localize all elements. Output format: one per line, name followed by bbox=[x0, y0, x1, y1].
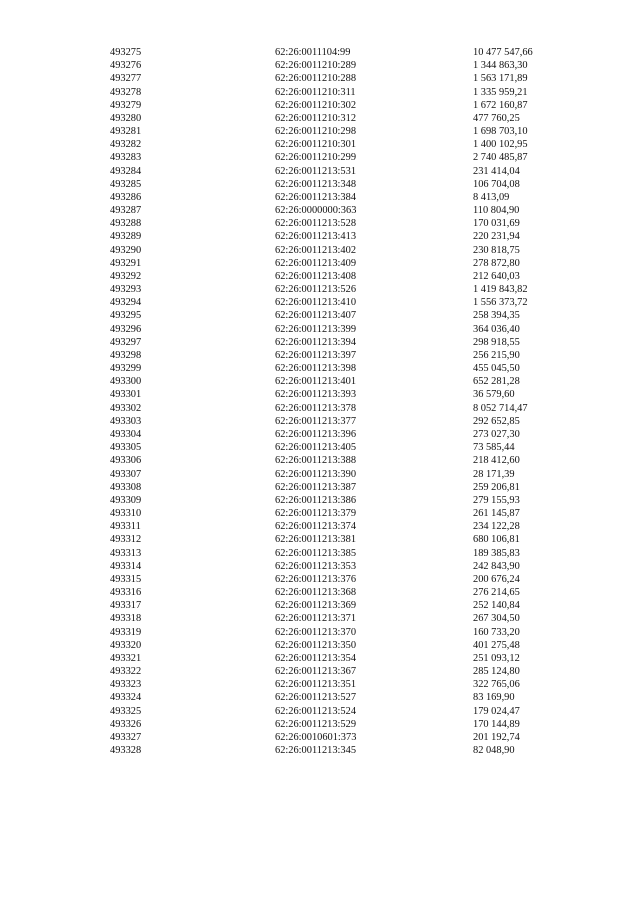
record-number-cell: 493307 bbox=[110, 468, 142, 480]
cadastral-number-cell: 62:26:0011213:384 bbox=[275, 191, 357, 203]
cadastral-value-cell: 160 733,20 bbox=[473, 626, 520, 638]
table-row bbox=[0, 46, 640, 59]
record-number-cell: 493324 bbox=[110, 692, 142, 704]
table-row bbox=[0, 362, 640, 375]
table-row bbox=[0, 402, 640, 415]
cadastral-number-cell: 62:26:0011213:410 bbox=[275, 297, 357, 309]
record-number-cell: 493298 bbox=[110, 349, 142, 361]
cadastral-number-cell: 62:26:0011213:405 bbox=[275, 442, 357, 454]
table-row bbox=[0, 178, 640, 191]
cadastral-number-cell: 62:26:0011210:302 bbox=[275, 99, 357, 111]
cadastral-value-cell: 201 192,74 bbox=[473, 731, 520, 743]
table-row bbox=[0, 612, 640, 625]
cadastral-number-cell: 62:26:0011213:371 bbox=[275, 613, 357, 625]
record-number-cell: 493288 bbox=[110, 218, 142, 230]
table-row bbox=[0, 309, 640, 322]
cadastral-number-cell: 62:26:0011213:529 bbox=[275, 718, 357, 730]
record-number-cell: 493310 bbox=[110, 508, 142, 520]
table-row bbox=[0, 507, 640, 520]
table-row bbox=[0, 151, 640, 164]
cadastral-value-cell: 455 045,50 bbox=[473, 363, 520, 375]
table-row bbox=[0, 86, 640, 99]
record-number-cell: 493319 bbox=[110, 626, 142, 638]
record-number-cell: 493317 bbox=[110, 600, 142, 612]
table-row bbox=[0, 204, 640, 217]
cadastral-value-cell: 273 027,30 bbox=[473, 428, 520, 440]
record-number-cell: 493316 bbox=[110, 587, 142, 599]
cadastral-value-cell: 10 477 547,66 bbox=[473, 47, 533, 58]
cadastral-number-cell: 62:26:0011210:288 bbox=[275, 73, 357, 85]
cadastral-value-cell: 106 704,08 bbox=[473, 178, 520, 190]
table-row bbox=[0, 415, 640, 428]
record-number-cell: 493311 bbox=[110, 521, 141, 533]
cadastral-number-cell: 62:26:0011213:350 bbox=[275, 639, 357, 651]
record-number-cell: 493318 bbox=[110, 613, 142, 625]
cadastral-number-cell: 62:26:0011213:379 bbox=[275, 508, 357, 520]
table-row bbox=[0, 731, 640, 744]
cadastral-value-cell: 680 106,81 bbox=[473, 534, 520, 546]
cadastral-value-cell: 1 419 843,82 bbox=[473, 284, 528, 296]
cadastral-number-cell: 62:26:0011213:348 bbox=[275, 178, 357, 190]
cadastral-value-cell: 401 275,48 bbox=[473, 639, 520, 651]
record-number-cell: 493304 bbox=[110, 428, 142, 440]
cadastral-number-cell: 62:26:0011213:524 bbox=[275, 705, 357, 717]
record-number-cell: 493301 bbox=[110, 389, 142, 401]
cadastral-number-cell: 62:26:0011213:377 bbox=[275, 415, 357, 427]
record-number-cell: 493302 bbox=[110, 402, 142, 414]
cadastral-number-cell: 62:26:0011104:99 bbox=[275, 47, 351, 58]
table-row bbox=[0, 428, 640, 441]
record-number-cell: 493281 bbox=[110, 126, 142, 138]
record-number-cell: 493328 bbox=[110, 745, 142, 757]
cadastral-value-cell: 220 231,94 bbox=[473, 231, 520, 243]
data-table bbox=[0, 46, 640, 757]
cadastral-value-cell: 1 672 160,87 bbox=[473, 99, 528, 111]
table-row bbox=[0, 652, 640, 665]
record-number-cell: 493290 bbox=[110, 244, 142, 256]
record-number-cell: 493280 bbox=[110, 112, 142, 124]
cadastral-value-cell: 242 843,90 bbox=[473, 560, 520, 572]
record-number-cell: 493285 bbox=[110, 178, 142, 190]
cadastral-value-cell: 200 676,24 bbox=[473, 573, 520, 585]
cadastral-number-cell: 62:26:0011210:298 bbox=[275, 126, 357, 138]
cadastral-number-cell: 62:26:0011213:531 bbox=[275, 165, 357, 177]
record-number-cell: 493308 bbox=[110, 481, 142, 493]
table-row bbox=[0, 217, 640, 230]
record-number-cell: 493295 bbox=[110, 310, 142, 322]
cadastral-number-cell: 62:26:0011213:353 bbox=[275, 560, 357, 572]
table-row bbox=[0, 573, 640, 586]
cadastral-number-cell: 62:26:0011213:370 bbox=[275, 626, 357, 638]
cadastral-value-cell: 230 818,75 bbox=[473, 244, 520, 256]
cadastral-value-cell: 276 214,65 bbox=[473, 587, 520, 599]
cadastral-number-cell: 62:26:0011213:394 bbox=[275, 336, 357, 348]
cadastral-value-cell: 218 412,60 bbox=[473, 455, 520, 467]
table-row bbox=[0, 296, 640, 309]
cadastral-number-cell: 62:26:0011213:386 bbox=[275, 494, 357, 506]
record-number-cell: 493277 bbox=[110, 73, 142, 85]
table-row bbox=[0, 718, 640, 731]
table-row bbox=[0, 112, 640, 125]
cadastral-value-cell: 279 155,93 bbox=[473, 494, 520, 506]
table-row bbox=[0, 441, 640, 454]
cadastral-number-cell: 62:26:0011210:312 bbox=[275, 112, 357, 124]
cadastral-value-cell: 252 140,84 bbox=[473, 600, 520, 612]
cadastral-number-cell: 62:26:0011213:413 bbox=[275, 231, 357, 243]
cadastral-value-cell: 1 335 959,21 bbox=[473, 86, 528, 98]
table-row bbox=[0, 744, 640, 757]
table-row bbox=[0, 560, 640, 573]
table-row bbox=[0, 283, 640, 296]
table-row bbox=[0, 520, 640, 533]
cadastral-value-cell: 1 400 102,95 bbox=[473, 139, 528, 151]
record-number-cell: 493303 bbox=[110, 415, 142, 427]
record-number-cell: 493309 bbox=[110, 494, 142, 506]
table-row bbox=[0, 349, 640, 362]
table-row bbox=[0, 705, 640, 718]
record-number-cell: 493296 bbox=[110, 323, 142, 335]
cadastral-value-cell: 1 344 863,30 bbox=[473, 60, 528, 72]
cadastral-number-cell: 62:26:0011213:527 bbox=[275, 692, 357, 704]
record-number-cell: 493276 bbox=[110, 60, 142, 72]
cadastral-value-cell: 477 760,25 bbox=[473, 112, 520, 124]
cadastral-number-cell: 62:26:0011213:397 bbox=[275, 349, 357, 361]
cadastral-value-cell: 170 031,69 bbox=[473, 218, 520, 230]
cadastral-value-cell: 8 052 714,47 bbox=[473, 402, 528, 414]
cadastral-number-cell: 62:26:0011210:289 bbox=[275, 60, 357, 72]
cadastral-number-cell: 62:26:0011213:402 bbox=[275, 244, 357, 256]
cadastral-value-cell: 179 024,47 bbox=[473, 705, 520, 717]
cadastral-number-cell: 62:26:0000000:363 bbox=[275, 205, 357, 217]
record-number-cell: 493321 bbox=[110, 652, 142, 664]
cadastral-number-cell: 62:26:0011213:369 bbox=[275, 600, 357, 612]
cadastral-value-cell: 110 804,90 bbox=[473, 205, 520, 217]
table-row bbox=[0, 244, 640, 257]
cadastral-value-cell: 261 145,87 bbox=[473, 508, 520, 520]
cadastral-number-cell: 62:26:0011213:399 bbox=[275, 323, 357, 335]
cadastral-number-cell: 62:26:0011213:376 bbox=[275, 573, 357, 585]
cadastral-value-cell: 189 385,83 bbox=[473, 547, 520, 559]
cadastral-number-cell: 62:26:0011213:381 bbox=[275, 534, 357, 546]
record-number-cell: 493313 bbox=[110, 547, 142, 559]
cadastral-value-cell: 652 281,28 bbox=[473, 376, 520, 388]
cadastral-number-cell: 62:26:0011213:387 bbox=[275, 481, 357, 493]
record-number-cell: 493326 bbox=[110, 718, 142, 730]
cadastral-value-cell: 258 394,35 bbox=[473, 310, 520, 322]
cadastral-value-cell: 170 144,89 bbox=[473, 718, 520, 730]
cadastral-value-cell: 82 048,90 bbox=[473, 745, 515, 757]
cadastral-value-cell: 259 206,81 bbox=[473, 481, 520, 493]
record-number-cell: 493283 bbox=[110, 152, 142, 164]
table-row bbox=[0, 586, 640, 599]
record-number-cell: 493279 bbox=[110, 99, 142, 111]
cadastral-value-cell: 36 579,60 bbox=[473, 389, 515, 401]
record-number-cell: 493293 bbox=[110, 284, 142, 296]
cadastral-number-cell: 62:26:0011210:299 bbox=[275, 152, 357, 164]
record-number-cell: 493286 bbox=[110, 191, 142, 203]
table-row bbox=[0, 468, 640, 481]
table-row bbox=[0, 323, 640, 336]
record-number-cell: 493282 bbox=[110, 139, 142, 151]
cadastral-number-cell: 62:26:0011213:385 bbox=[275, 547, 357, 559]
cadastral-number-cell: 62:26:0011213:396 bbox=[275, 428, 357, 440]
cadastral-value-cell: 8 413,09 bbox=[473, 191, 510, 203]
table-row bbox=[0, 191, 640, 204]
record-number-cell: 493300 bbox=[110, 376, 142, 388]
table-row bbox=[0, 494, 640, 507]
cadastral-number-cell: 62:26:0011210:301 bbox=[275, 139, 357, 151]
table-row bbox=[0, 481, 640, 494]
cadastral-number-cell: 62:26:0011213:408 bbox=[275, 270, 357, 282]
cadastral-number-cell: 62:26:0011213:526 bbox=[275, 284, 357, 296]
table-row bbox=[0, 678, 640, 691]
record-number-cell: 493314 bbox=[110, 560, 142, 572]
table-row bbox=[0, 547, 640, 560]
cadastral-number-cell: 62:26:0011213:398 bbox=[275, 363, 357, 375]
cadastral-value-cell: 212 640,03 bbox=[473, 270, 520, 282]
record-number-cell: 493289 bbox=[110, 231, 142, 243]
table-row bbox=[0, 72, 640, 85]
cadastral-number-cell: 62:26:0011213:390 bbox=[275, 468, 357, 480]
cadastral-number-cell: 62:26:0011213:354 bbox=[275, 652, 357, 664]
cadastral-number-cell: 62:26:0011213:368 bbox=[275, 587, 357, 599]
table-row bbox=[0, 388, 640, 401]
cadastral-value-cell: 28 171,39 bbox=[473, 468, 515, 480]
cadastral-value-cell: 251 093,12 bbox=[473, 652, 520, 664]
cadastral-value-cell: 1 556 373,72 bbox=[473, 297, 528, 309]
table-row bbox=[0, 270, 640, 283]
cadastral-number-cell: 62:26:0011213:378 bbox=[275, 402, 357, 414]
table-row bbox=[0, 665, 640, 678]
table-row bbox=[0, 165, 640, 178]
table-row bbox=[0, 626, 640, 639]
cadastral-value-cell: 1 563 171,89 bbox=[473, 73, 528, 85]
cadastral-value-cell: 83 169,90 bbox=[473, 692, 515, 704]
cadastral-number-cell: 62:26:0011213:367 bbox=[275, 666, 357, 678]
record-number-cell: 493275 bbox=[110, 47, 142, 58]
record-number-cell: 493315 bbox=[110, 573, 142, 585]
record-number-cell: 493306 bbox=[110, 455, 142, 467]
record-number-cell: 493305 bbox=[110, 442, 142, 454]
record-number-cell: 493320 bbox=[110, 639, 142, 651]
table-row bbox=[0, 336, 640, 349]
cadastral-number-cell: 62:26:0011213:351 bbox=[275, 679, 357, 691]
record-number-cell: 493287 bbox=[110, 205, 142, 217]
table-row bbox=[0, 257, 640, 270]
cadastral-value-cell: 322 765,06 bbox=[473, 679, 520, 691]
cadastral-value-cell: 256 215,90 bbox=[473, 349, 520, 361]
table-row bbox=[0, 533, 640, 546]
table-row bbox=[0, 375, 640, 388]
record-number-cell: 493327 bbox=[110, 731, 142, 743]
table-row bbox=[0, 691, 640, 704]
cadastral-value-cell: 292 652,85 bbox=[473, 415, 520, 427]
table-row bbox=[0, 59, 640, 72]
record-number-cell: 493294 bbox=[110, 297, 142, 309]
cadastral-value-cell: 234 122,28 bbox=[473, 521, 520, 533]
cadastral-number-cell: 62:26:0011213:345 bbox=[275, 745, 357, 757]
record-number-cell: 493297 bbox=[110, 336, 142, 348]
cadastral-number-cell: 62:26:0011213:374 bbox=[275, 521, 357, 533]
cadastral-number-cell: 62:26:0011213:401 bbox=[275, 376, 357, 388]
table-row bbox=[0, 599, 640, 612]
record-number-cell: 493312 bbox=[110, 534, 142, 546]
record-number-cell: 493278 bbox=[110, 86, 142, 98]
record-number-cell: 493322 bbox=[110, 666, 142, 678]
record-number-cell: 493299 bbox=[110, 363, 142, 375]
table-row bbox=[0, 99, 640, 112]
record-number-cell: 493323 bbox=[110, 679, 142, 691]
table-row bbox=[0, 639, 640, 652]
cadastral-number-cell: 62:26:0011213:528 bbox=[275, 218, 357, 230]
cadastral-value-cell: 1 698 703,10 bbox=[473, 126, 528, 138]
record-number-cell: 493291 bbox=[110, 257, 142, 269]
cadastral-number-cell: 62:26:0011213:388 bbox=[275, 455, 357, 467]
record-number-cell: 493325 bbox=[110, 705, 142, 717]
cadastral-value-cell: 73 585,44 bbox=[473, 442, 515, 454]
cadastral-value-cell: 231 414,04 bbox=[473, 165, 520, 177]
cadastral-value-cell: 278 872,80 bbox=[473, 257, 520, 269]
cadastral-number-cell: 62:26:0011213:409 bbox=[275, 257, 357, 269]
cadastral-value-cell: 2 740 485,87 bbox=[473, 152, 528, 164]
table-row bbox=[0, 125, 640, 138]
cadastral-number-cell: 62:26:0011213:393 bbox=[275, 389, 357, 401]
cadastral-number-cell: 62:26:0011210:311 bbox=[275, 86, 356, 98]
record-number-cell: 493284 bbox=[110, 165, 142, 177]
cadastral-value-cell: 285 124,80 bbox=[473, 666, 520, 678]
cadastral-number-cell: 62:26:0010601:373 bbox=[275, 731, 357, 743]
record-number-cell: 493292 bbox=[110, 270, 142, 282]
cadastral-value-cell: 267 304,50 bbox=[473, 613, 520, 625]
cadastral-number-cell: 62:26:0011213:407 bbox=[275, 310, 357, 322]
table-row bbox=[0, 138, 640, 151]
cadastral-value-cell: 364 036,40 bbox=[473, 323, 520, 335]
table-row bbox=[0, 230, 640, 243]
table-row bbox=[0, 454, 640, 467]
cadastral-value-cell: 298 918,55 bbox=[473, 336, 520, 348]
